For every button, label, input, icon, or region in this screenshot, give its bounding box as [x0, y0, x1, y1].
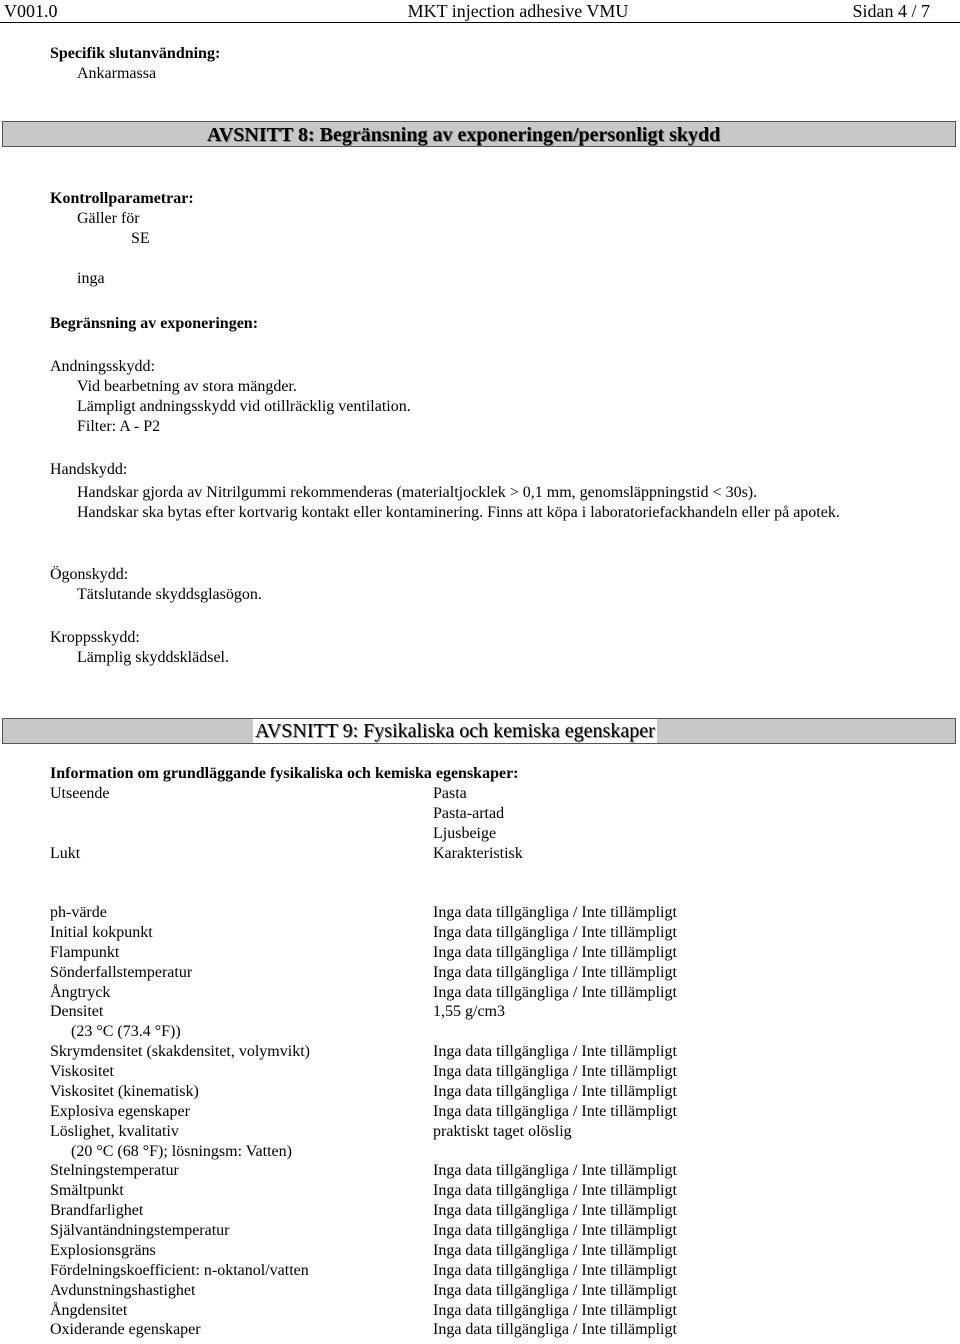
property-row	[50, 963, 930, 983]
property-row	[50, 1181, 930, 1201]
property-value: Inga data tillgängliga / Inte tillämpligt	[433, 923, 677, 941]
property-row	[50, 1022, 930, 1042]
body-protection-label: Kroppsskydd:	[50, 629, 140, 646]
property-value: Inga data tillgängliga / Inte tillämpligt	[433, 963, 677, 981]
respiratory-protection-label: Andningsskydd:	[50, 358, 155, 375]
section9-title: AVSNITT 9: Fysikaliska och kemiska egenskaper	[255, 720, 655, 742]
hand-protection-line: Handskar gjorda av Nitrilgummi rekommenderas (materialtjocklek > 0,1 mm, genomsläppningstid < 30s).	[77, 484, 758, 501]
respiratory-line: Lämpligt andningsskydd vid otillräcklig ventilation.	[77, 398, 411, 415]
property-value: Inga data tillgängliga / Inte tillämpligt	[433, 1222, 677, 1240]
eye-protection-label: Ögonskydd:	[50, 566, 129, 583]
property-name: Fördelningskoefficient: n-oktanol/vatten	[50, 1261, 309, 1279]
property-row	[50, 1042, 930, 1062]
property-name: Explosiva egenskaper	[50, 1102, 190, 1120]
property-name: ph-värde	[50, 904, 107, 921]
property-value: Inga data tillgängliga / Inte tillämpligt	[433, 1241, 677, 1259]
applies-for-label: Gäller för	[77, 210, 140, 227]
property-value: 1,55 g/cm3	[433, 1003, 505, 1021]
version-label: V001.0	[4, 1, 58, 21]
property-value: Inga data tillgängliga / Inte tillämpligt	[433, 1261, 677, 1279]
section9-heading-bar	[2, 718, 956, 744]
property-value: Inga data tillgängliga / Inte tillämpligt	[433, 1043, 677, 1061]
property-name: Avdunstningshastighet	[50, 1281, 196, 1299]
property-value: Inga data tillgängliga / Inte tillämpligt	[433, 1182, 677, 1200]
control-parameters-label: Kontrollparametrar:	[50, 190, 194, 207]
section8-heading-bar	[2, 121, 956, 147]
property-value: Inga data tillgängliga / Inte tillämpligt	[433, 1281, 677, 1299]
property-value: Inga data tillgängliga / Inte tillämpligt	[433, 1202, 677, 1220]
appearance-label: Utseende	[50, 785, 110, 802]
appearance-value: Pasta	[433, 785, 467, 802]
property-value: Inga data tillgängliga / Inte tillämpligt	[433, 1063, 677, 1081]
property-value: Inga data tillgängliga / Inte tillämpligt	[433, 1301, 677, 1319]
respiratory-line: Vid bearbetning av stora mängder.	[77, 378, 297, 395]
property-row	[50, 983, 930, 1003]
property-row	[50, 1142, 930, 1162]
section8-title: AVSNITT 8: Begränsning av exponeringen/personligt skydd	[207, 124, 721, 146]
appearance-value: Ljusbeige	[433, 825, 497, 842]
hand-protection-line: Handskar ska bytas efter kortvarig kontakt eller kontaminering. Finns att köpa i laboratoriefackhandeln eller på apotek.	[77, 504, 840, 521]
property-name: (20 °C (68 °F); lösningsm: Vatten)	[71, 1142, 292, 1160]
property-row	[50, 1161, 930, 1181]
product-name: MKT injection adhesive VMU	[407, 1, 629, 21]
property-row	[50, 1082, 930, 1102]
property-value: Inga data tillgängliga / Inte tillämpligt	[433, 1162, 677, 1180]
end-use-label: Specifik slutanvändning:	[50, 45, 221, 62]
property-value: Inga data tillgängliga / Inte tillämpligt	[433, 1082, 677, 1100]
property-row	[50, 943, 930, 963]
property-value: Inga data tillgängliga / Inte tillämpligt	[433, 904, 677, 921]
property-row	[50, 1301, 930, 1321]
property-row	[50, 1122, 930, 1142]
property-value: Inga data tillgängliga / Inte tillämpligt	[433, 1102, 677, 1120]
property-name: Ångdensitet	[50, 1301, 128, 1319]
property-name: Ångtryck	[50, 983, 111, 1001]
property-value: Inga data tillgängliga / Inte tillämpligt	[433, 943, 677, 961]
end-use-value: Ankarmassa	[77, 65, 157, 82]
eye-protection-value: Tätslutande skyddsglasögon.	[77, 586, 262, 603]
property-name: Stelningstemperatur	[50, 1162, 179, 1180]
property-row	[50, 923, 930, 943]
property-row	[50, 1320, 930, 1340]
property-row	[50, 1102, 930, 1122]
property-row	[50, 903, 930, 923]
property-row	[50, 1261, 930, 1281]
body-protection-value: Lämplig skyddsklädsel.	[77, 649, 229, 666]
respiratory-line: Filter: A - P2	[77, 418, 161, 435]
property-value: praktiskt taget olöslig	[433, 1122, 572, 1140]
property-name: Densitet	[50, 1003, 104, 1021]
exposure-controls-label: Begränsning av exponeringen:	[50, 315, 259, 332]
page-number: Sidan 4 / 7	[852, 1, 930, 21]
property-name: Skrymdensitet (skakdensitet, volymvikt)	[50, 1043, 310, 1061]
property-name: (23 °C (73.4 °F))	[71, 1023, 181, 1041]
property-row	[50, 1201, 930, 1221]
property-name: Smältpunkt	[50, 1182, 124, 1200]
property-row	[50, 1221, 930, 1241]
appearance-value: Pasta-artad	[433, 805, 505, 822]
property-value: Inga data tillgängliga / Inte tillämpligt	[433, 1321, 677, 1339]
property-row	[50, 1002, 930, 1022]
basic-properties-label: Information om grundläggande fysikaliska och kemiska egenskaper:	[50, 765, 519, 782]
page-header	[0, 0, 960, 23]
property-name: Initial kokpunkt	[50, 923, 153, 941]
property-name: Löslighet, kvalitativ	[50, 1122, 179, 1140]
odor-label: Lukt	[50, 845, 81, 862]
property-name: Brandfarlighet	[50, 1202, 144, 1220]
property-name: Flampunkt	[50, 943, 120, 961]
property-row	[50, 1062, 930, 1082]
property-name: Oxiderande egenskaper	[50, 1321, 201, 1339]
property-name: Sönderfallstemperatur	[50, 963, 193, 981]
property-name: Viskositet	[50, 1063, 114, 1081]
property-row	[50, 1281, 930, 1301]
hand-protection-label: Handskydd:	[50, 461, 128, 478]
odor-value: Karakteristisk	[433, 845, 523, 862]
applies-for-value: SE	[131, 230, 150, 247]
property-name: Explosionsgräns	[50, 1241, 156, 1259]
property-value: Inga data tillgängliga / Inte tillämpligt	[433, 983, 677, 1001]
control-parameters-value: inga	[77, 270, 105, 287]
property-name: Självantändningstemperatur	[50, 1222, 230, 1240]
property-row	[50, 1241, 930, 1261]
property-name: Viskositet (kinematisk)	[50, 1082, 199, 1100]
